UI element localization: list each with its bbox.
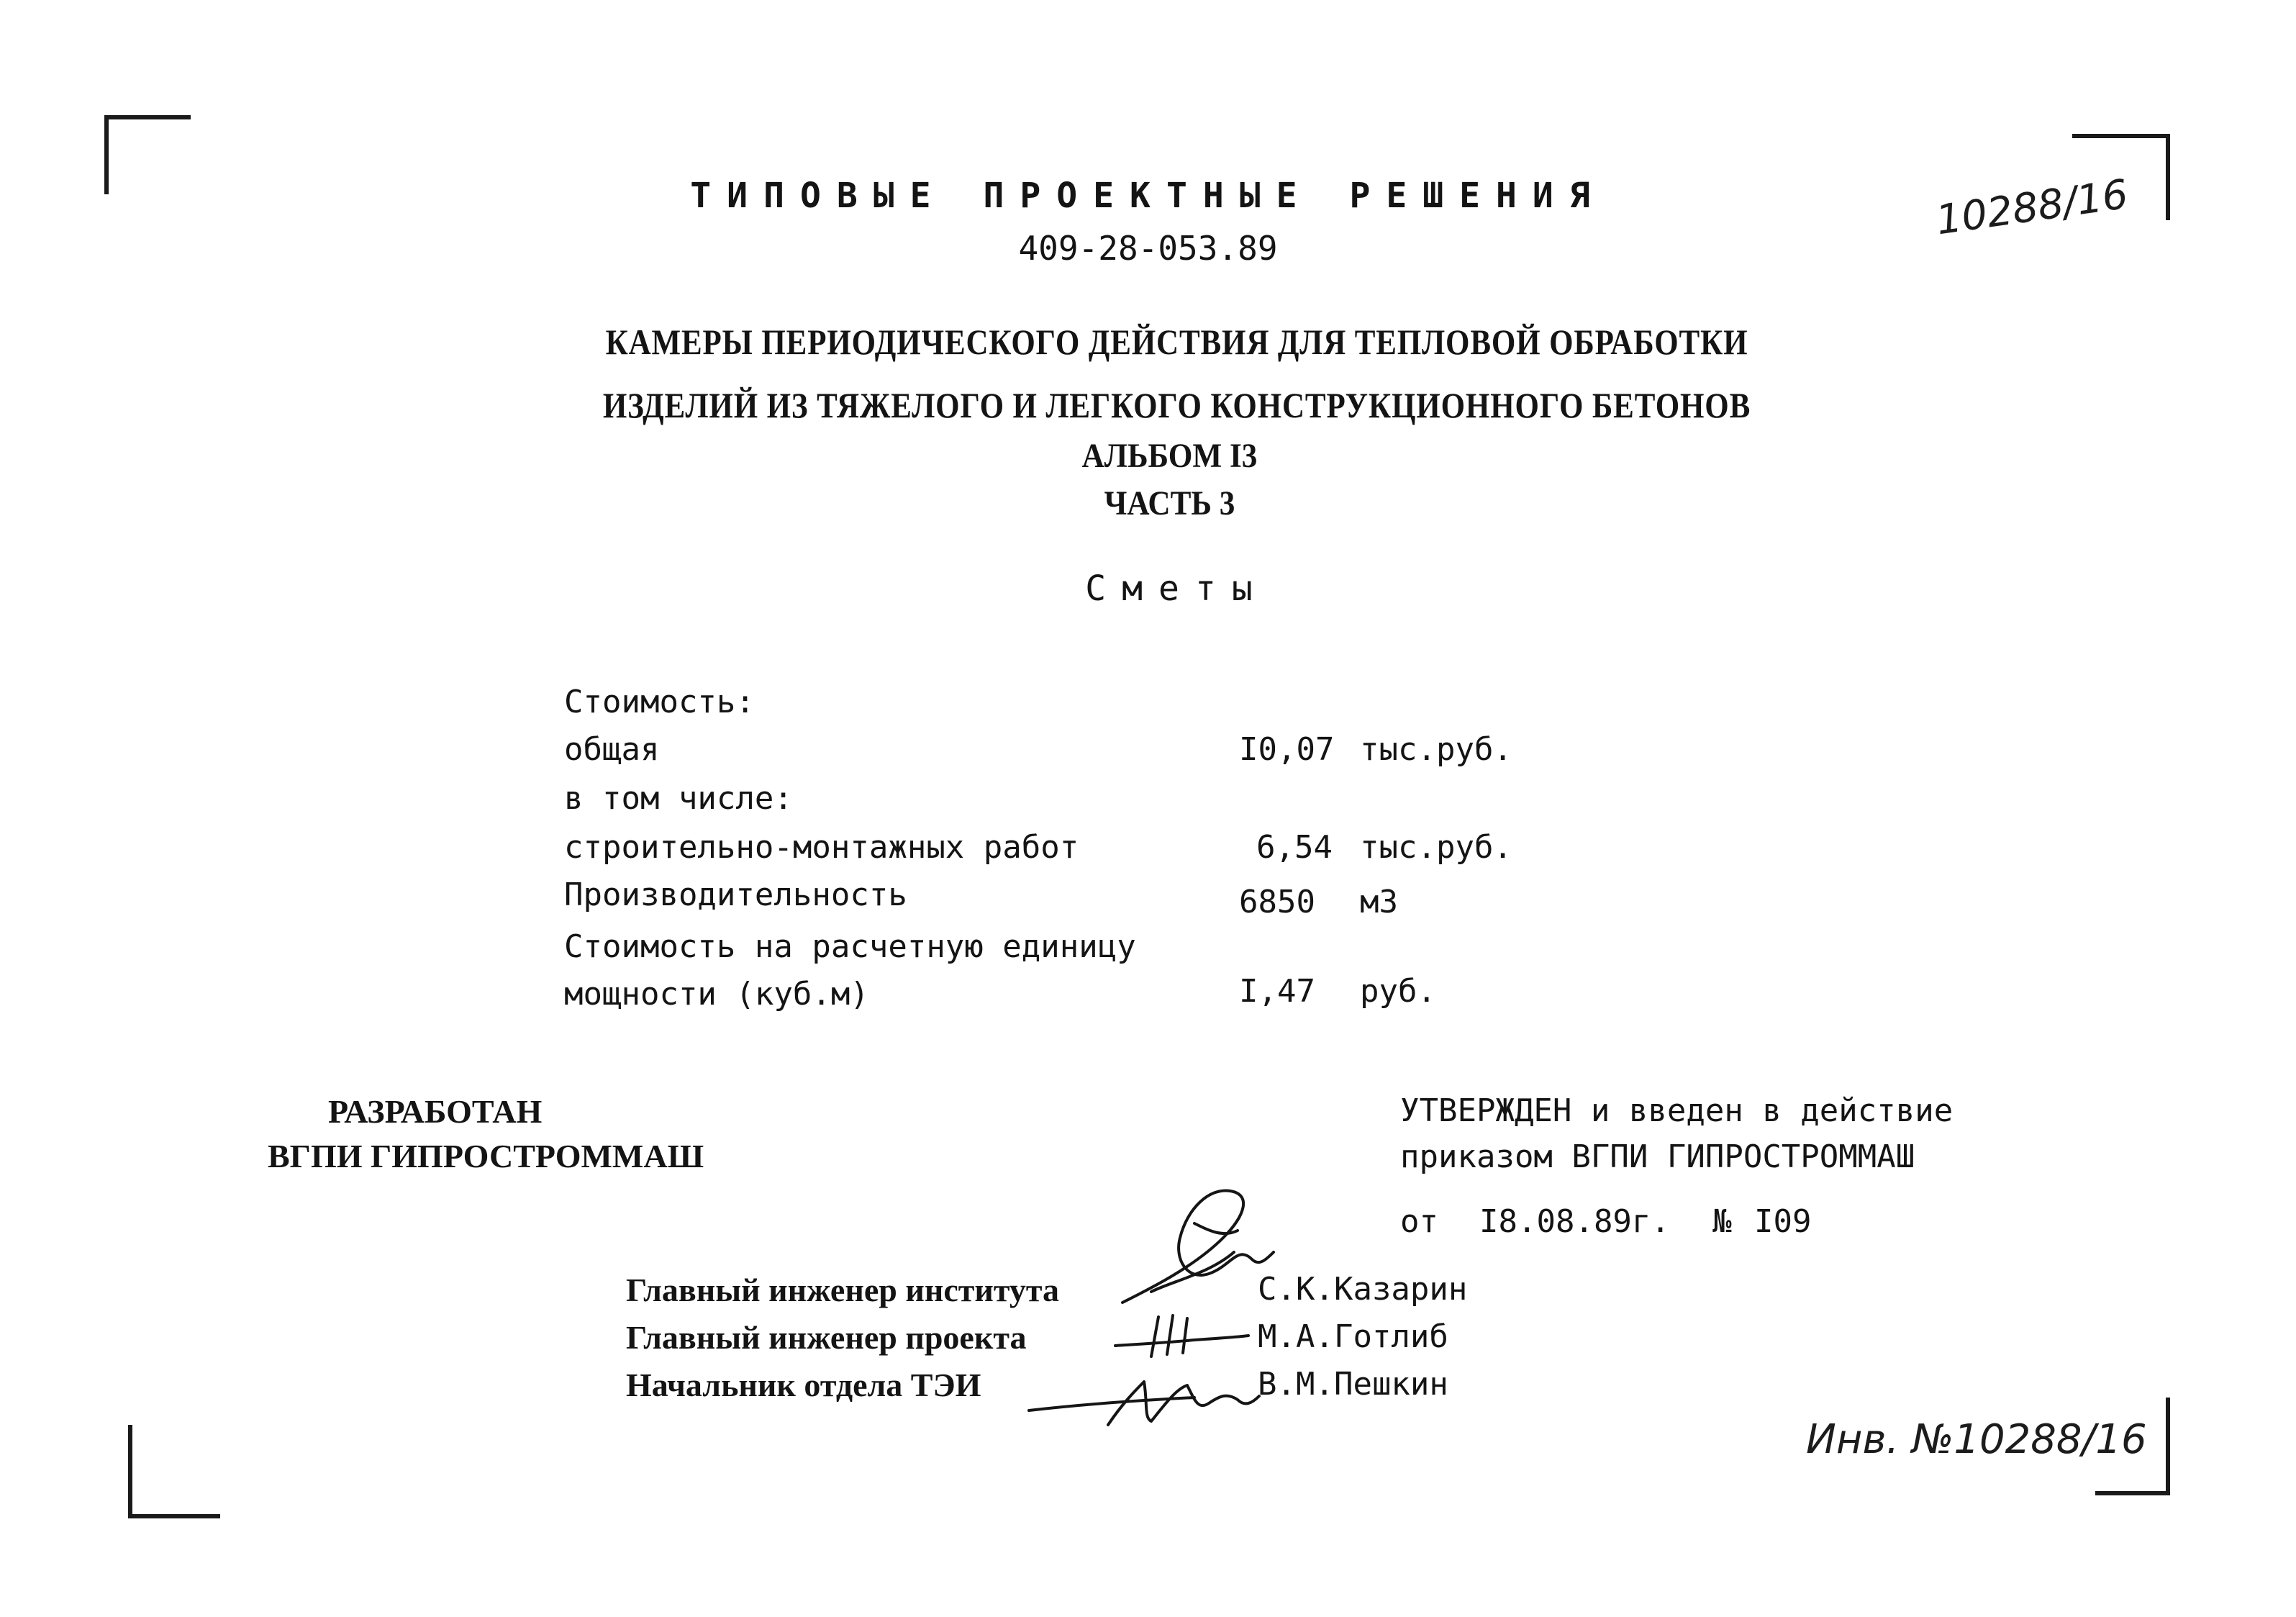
cost-heading: Стоимость: xyxy=(564,684,755,720)
title-line-1: КАМЕРЫ ПЕРИОДИЧЕСКОГО ДЕЙСТВИЯ ДЛЯ ТЕПЛОВОЙ ОБРАБОТКИ xyxy=(605,322,1748,362)
registration-number: 10288/16 xyxy=(1933,171,2131,245)
cost-total-unit: тыс.руб. xyxy=(1360,731,1512,768)
approval-line-2: приказом ВГПИ ГИПРОСТРОММАШ xyxy=(1400,1138,1915,1175)
part-label: ЧАСТЬ 3 xyxy=(1104,484,1235,522)
unit-cost-value: I,47 xyxy=(1239,973,1315,1010)
construction-value: 6,54 xyxy=(1256,829,1333,866)
corner-mark-bottom-right-h xyxy=(2095,1491,2170,1495)
cost-total-label: общая xyxy=(564,731,660,768)
signature-3 xyxy=(1022,1360,1266,1439)
construction-unit: тыс.руб. xyxy=(1360,829,1512,866)
corner-mark-bottom-left-h xyxy=(128,1514,220,1518)
unit-cost-label-1: Стоимость на расчетную единицу xyxy=(564,928,1136,965)
corner-mark-bottom-right-v xyxy=(2166,1398,2170,1495)
developer-org: ВГПИ ГИПРОСТРОММАШ xyxy=(268,1138,704,1174)
approval-date: I8.08.89г. xyxy=(1479,1203,1670,1240)
signature-1 xyxy=(1108,1180,1281,1317)
unit-cost-unit: руб. xyxy=(1360,973,1436,1010)
title-line-2: ИЗДЕЛИЙ ИЗ ТЯЖЕЛОГО И ЛЕГКОГО КОНСТРУКЦИОННОГО БЕТОНОВ xyxy=(602,385,1751,425)
signature-2 xyxy=(1108,1303,1252,1367)
approval-line-1: УТВЕРЖДЕН и введен в действие xyxy=(1400,1092,1954,1129)
signatory-role-3: Начальник отдела ТЭИ xyxy=(626,1367,981,1403)
construction-label: строительно-монтажных работ xyxy=(564,829,1079,866)
capacity-unit: м3 xyxy=(1360,884,1398,920)
corner-mark-top-left-h xyxy=(104,115,191,119)
signatory-role-1: Главный инженер института xyxy=(626,1272,1059,1308)
unit-cost-label-2: мощности (куб.м) xyxy=(564,976,869,1013)
approval-number: I09 xyxy=(1754,1203,1812,1240)
capacity-label: Производительность xyxy=(564,877,907,913)
signatory-name-1: С.К.Казарин xyxy=(1258,1271,1468,1308)
approval-number-prefix: № xyxy=(1712,1203,1732,1240)
signatory-name-2: М.А.Готлиб xyxy=(1258,1318,1448,1355)
document-code: 409-28-053.89 xyxy=(1018,229,1278,268)
inventory-note: Инв. №10288/16 xyxy=(1806,1416,2147,1463)
signatory-role-2: Главный инженер проекта xyxy=(626,1319,1027,1356)
signatory-name-3: В.М.Пешкин xyxy=(1258,1366,1448,1403)
corner-mark-top-right-h xyxy=(2072,134,2170,138)
cost-total-value: I0,07 xyxy=(1239,731,1335,768)
approval-date-prefix: от xyxy=(1400,1203,1438,1240)
developer-label: РАЗРАБОТАН xyxy=(328,1093,543,1130)
section-title: Сметы xyxy=(1085,569,1269,609)
corner-mark-bottom-left-v xyxy=(128,1425,132,1518)
capacity-value: 6850 xyxy=(1239,884,1315,920)
album-label: АЛЬБОМ I3 xyxy=(1081,437,1258,475)
document-type-heading: ТИПОВЫЕ ПРОЕКТНЫЕ РЕШЕНИЯ xyxy=(690,176,1606,216)
cost-including-label: в том числе: xyxy=(564,780,793,817)
